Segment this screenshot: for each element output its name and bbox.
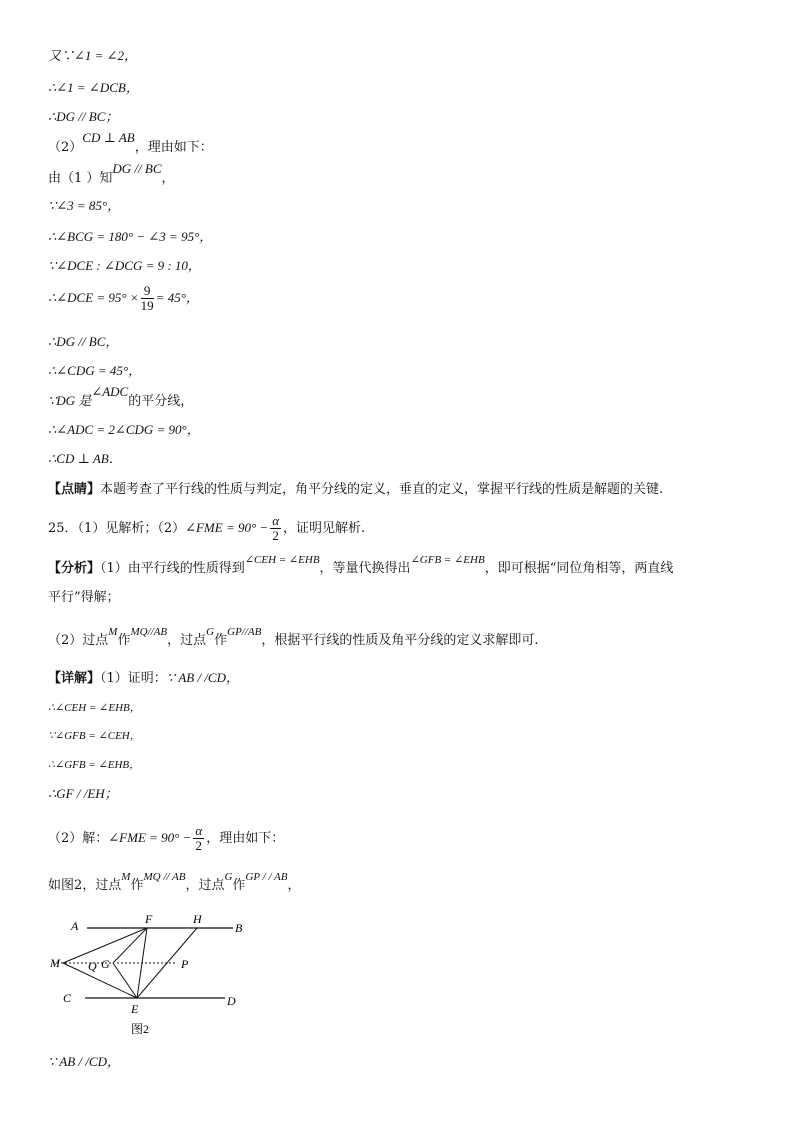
- text: 由（1 ）知: [48, 171, 113, 186]
- label-a: A: [71, 919, 79, 933]
- math-expr: M: [108, 626, 118, 638]
- part-label: （2）: [48, 140, 83, 155]
- line-27: ∵ AB / /CD，: [48, 1054, 120, 1069]
- text: ，: [161, 171, 175, 186]
- line-7: ∴∠BCG = 180° − ∠3 = 95°，: [48, 229, 213, 244]
- text: 本题考查了平行线的性质与判定，角平分线的定义，垂直的定义，掌握平行线的性质是解题的关键.: [100, 482, 664, 497]
- text: ，: [287, 878, 301, 893]
- math-expr: ∠GFB = ∠EHB: [410, 554, 485, 566]
- label-q: Q: [88, 959, 97, 973]
- line-6: ∵∠3 = 85°，: [48, 198, 121, 213]
- label-p: P: [181, 957, 189, 971]
- text: ，即可根据“同位角相等，两直线: [484, 561, 674, 576]
- math-expr: ∵DG 是: [48, 393, 92, 408]
- math-expr: ∠CEH = ∠EHB: [244, 554, 320, 566]
- math-expr: = 45°，: [155, 290, 199, 305]
- figure-caption: 图2: [131, 1022, 150, 1036]
- line-23: ∴∠GFB = ∠EHB，: [48, 759, 141, 771]
- label-e: E: [131, 1002, 139, 1016]
- line-1: 又∵∠1 = ∠2，: [48, 48, 138, 63]
- fraction: [270, 514, 281, 543]
- label-m: M: [50, 956, 60, 970]
- label-d: D: [227, 994, 236, 1008]
- label-b: B: [235, 921, 243, 935]
- text: ，证明见解析.: [283, 521, 366, 536]
- text: 作: [214, 633, 228, 648]
- text: 作: [117, 633, 131, 648]
- text: 的平分线，: [128, 394, 194, 409]
- label-h: H: [193, 912, 202, 926]
- math-expr: MQ//AB: [130, 626, 168, 638]
- label-c: C: [63, 991, 72, 1005]
- text: （1）证明：: [100, 671, 167, 686]
- line-15: [48, 480, 663, 500]
- text: ，根据平行线的性质及角平分线的定义求解即可.: [261, 633, 539, 648]
- line-8: ∵∠DCE : ∠DCG = 9 : 10，: [48, 258, 201, 273]
- text: （2）过点: [48, 633, 109, 648]
- line-11: ∴∠CDG = 45°，: [48, 363, 142, 378]
- math-expr: M: [121, 871, 131, 883]
- line-19: [48, 626, 539, 651]
- text: ，理由如下：: [206, 831, 285, 846]
- line-25: [48, 824, 284, 853]
- line-24: ∴GF / /EH；: [48, 786, 118, 801]
- line-4: [48, 130, 213, 158]
- denominator: 2: [195, 838, 203, 853]
- math-expr: ∵ AB / /CD，: [166, 670, 239, 685]
- denominator: 2: [272, 528, 279, 543]
- section-label: 【详解】: [48, 671, 101, 686]
- line-18: 平行”得解；: [48, 590, 120, 605]
- text: 作: [130, 878, 144, 893]
- math-expr: G: [224, 871, 233, 883]
- label-g: G: [101, 957, 110, 971]
- line-26: [48, 871, 301, 896]
- fraction: [193, 824, 204, 853]
- math-expr: ∠FME = 90° −: [185, 520, 269, 535]
- math-expr: ∠FME = 90° −: [108, 830, 192, 845]
- segment-me: [63, 963, 137, 998]
- text: 25．（1）见解析；（2）: [48, 521, 186, 536]
- text: ，过点: [185, 878, 225, 893]
- math-expr: ∴∠DCE = 95° ×: [48, 290, 139, 305]
- line-13: ∴∠ADC = 2∠CDG = 90°，: [48, 422, 200, 437]
- text: ，理由如下：: [134, 140, 213, 155]
- segment-fg: [113, 928, 147, 963]
- line-17: [48, 554, 674, 579]
- text: ，等量代换得出: [319, 561, 411, 576]
- numerator: 9: [141, 284, 154, 299]
- math-expr: CD ⊥ AB: [82, 130, 135, 145]
- line-16: [48, 514, 365, 543]
- math-expr: G: [206, 626, 215, 638]
- line-2: ∴∠1 = ∠DCB，: [48, 80, 139, 95]
- numerator: α: [272, 513, 280, 528]
- denominator: 19: [140, 298, 154, 313]
- math-expr: MQ // AB: [143, 871, 186, 883]
- section-label: 【点睛】: [48, 482, 101, 497]
- text: （1）由平行线的性质得到: [100, 561, 245, 576]
- geometry-figure: [45, 910, 265, 1045]
- math-expr: DG // BC: [112, 161, 162, 176]
- line-9: [48, 284, 199, 313]
- text: （2）解：: [48, 831, 109, 846]
- line-22: ∵∠GFB = ∠CEH，: [48, 730, 141, 742]
- fraction: [141, 284, 154, 313]
- line-12: [48, 384, 194, 412]
- math-expr: ∠ADC: [91, 384, 129, 399]
- label-f: F: [145, 912, 153, 926]
- section-label: 【分析】: [48, 561, 101, 576]
- line-10: ∴DG // BC，: [48, 334, 119, 349]
- math-expr: GP//AB: [227, 626, 262, 638]
- text: ，过点: [167, 633, 207, 648]
- line-21: ∴∠CEH = ∠EHB，: [48, 702, 141, 714]
- line-3: ∴DG // BC；: [48, 109, 119, 124]
- line-14: ∴CD ⊥ AB．: [48, 451, 122, 466]
- text: 如图2，过点: [48, 878, 122, 893]
- line-20: [48, 668, 239, 689]
- math-expr: GP / / AB: [245, 871, 288, 883]
- numerator: α: [195, 823, 203, 838]
- text: 作: [232, 878, 246, 893]
- line-5: [48, 161, 175, 189]
